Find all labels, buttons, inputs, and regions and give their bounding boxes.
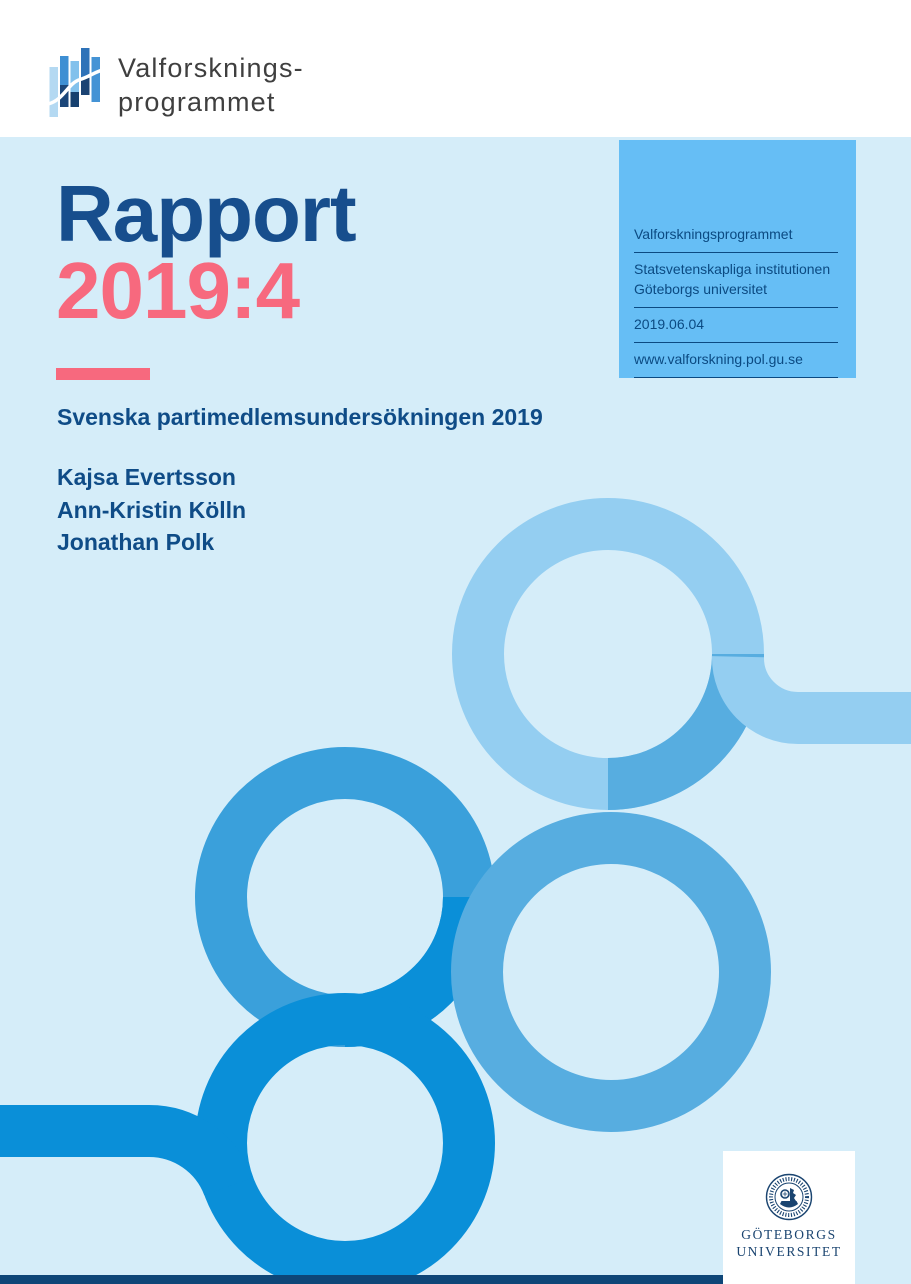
program-name: Valforskningsprogrammet xyxy=(634,226,793,242)
institution-name: Statsvetenskapliga institutionen xyxy=(634,261,831,277)
info-row-website xyxy=(634,343,838,378)
author-name: Jonathan Polk xyxy=(57,529,215,555)
report-issue-number: 2019:4 xyxy=(56,246,300,335)
logo-bars-icon xyxy=(48,42,106,118)
university-seal-icon xyxy=(765,1173,813,1221)
university-wordmark-line1: GÖTEBORGS xyxy=(741,1227,837,1242)
header xyxy=(0,0,911,137)
website-url: www.valforskning.pol.gu.se xyxy=(634,351,803,367)
logo-line1: Valforsknings- xyxy=(118,53,304,83)
footer-bar xyxy=(0,1275,723,1284)
publication-date: 2019.06.04 xyxy=(634,316,705,332)
author-name: Kajsa Evertsson xyxy=(57,464,236,490)
university-wordmark xyxy=(736,1227,841,1260)
university-logo-box xyxy=(723,1151,855,1284)
logo-line2: programmet xyxy=(118,87,276,117)
publication-info-box xyxy=(619,140,856,378)
university-name: Göteborgs universitet xyxy=(634,281,768,297)
author-list xyxy=(57,461,246,559)
author-name: Ann-Kristin Kölln xyxy=(57,496,247,523)
report-title: Rapport xyxy=(56,169,356,258)
s-curve-bottom-left xyxy=(0,773,469,1267)
info-row-date xyxy=(634,308,838,343)
info-row-program xyxy=(634,218,838,253)
report-heading xyxy=(56,169,356,335)
info-row-institution xyxy=(634,253,838,308)
survey-title: Svenska partimedlemsundersökningen 2019 xyxy=(57,404,543,430)
logo-wordmark xyxy=(118,51,304,119)
university-wordmark-line2: UNIVERSITET xyxy=(736,1243,842,1259)
program-logo xyxy=(48,42,304,119)
s-curve-top-right xyxy=(477,524,911,1106)
accent-bar xyxy=(56,368,150,380)
